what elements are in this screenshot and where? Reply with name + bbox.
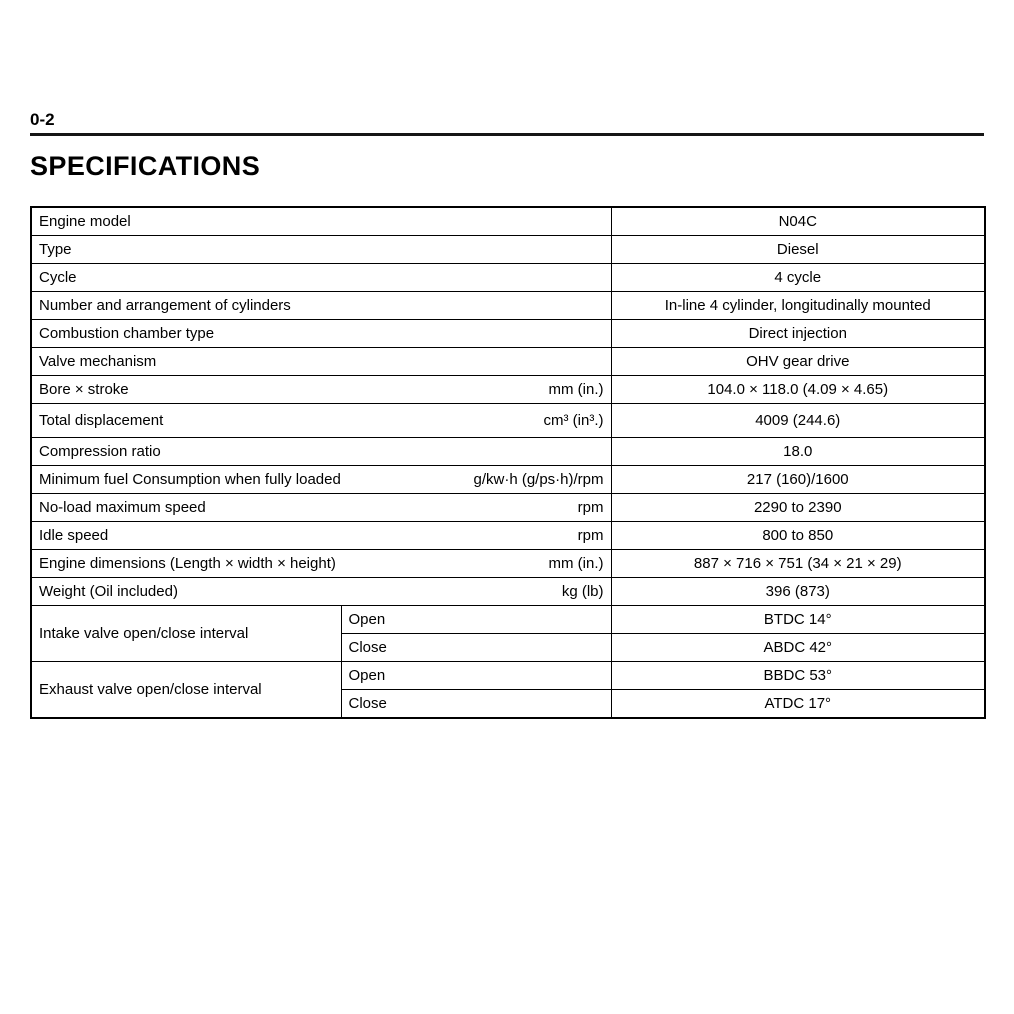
spec-value: 2290 to 2390 (611, 494, 985, 522)
spec-value: 800 to 850 (611, 522, 985, 550)
spec-label: Number and arrangement of cylinders (39, 296, 291, 314)
table-row (31, 438, 985, 466)
spec-unit: mm (in.) (548, 380, 604, 398)
spec-label: Valve mechanism (39, 352, 157, 370)
spec-value: 4009 (244.6) (611, 404, 985, 438)
table-row (31, 404, 985, 438)
spec-unit: rpm (577, 498, 604, 516)
spec-label: Type (39, 240, 72, 258)
spec-value: Diesel (611, 236, 985, 264)
spec-value: 217 (160)/1600 (611, 466, 985, 494)
subrow-label: Close (341, 634, 611, 662)
spec-label: Compression ratio (39, 442, 161, 460)
spec-unit: kg (lb) (561, 582, 604, 600)
spec-value: OHV gear drive (611, 348, 985, 376)
page-number: 0-2 (30, 110, 55, 129)
spec-label: Cycle (39, 268, 77, 286)
spec-value: BBDC 53° (611, 662, 985, 690)
spec-value: 396 (873) (611, 578, 985, 606)
table-row (31, 662, 985, 690)
spec-label: Idle speed (39, 526, 109, 544)
spec-value: N04C (611, 207, 985, 236)
table-row (31, 578, 985, 606)
spec-unit: g/kw·h (g/ps·h)/rpm (473, 470, 604, 488)
table-row (31, 606, 985, 634)
spec-unit: mm (in.) (548, 554, 604, 572)
spec-label: Total displacement (39, 411, 164, 429)
spec-label: Weight (Oil included) (39, 582, 178, 600)
table-row (31, 264, 985, 292)
table-row (31, 466, 985, 494)
table-row (31, 348, 985, 376)
spec-label: Engine dimensions (Length × width × height) (39, 554, 336, 572)
table-row (31, 522, 985, 550)
group-label: Exhaust valve open/close interval (31, 662, 341, 719)
spec-value: 4 cycle (611, 264, 985, 292)
header-rule (30, 133, 984, 136)
table-row (31, 550, 985, 578)
group-label: Intake valve open/close interval (31, 606, 341, 662)
spec-label: Minimum fuel Consumption when fully loaded (39, 470, 341, 488)
spec-unit: rpm (577, 526, 604, 544)
spec-label: Bore × stroke (39, 380, 129, 398)
table-row (31, 292, 985, 320)
spec-value: 104.0 × 118.0 (4.09 × 4.65) (611, 376, 985, 404)
spec-label: Combustion chamber type (39, 324, 215, 342)
specifications-table (30, 206, 986, 719)
spec-value: BTDC 14° (611, 606, 985, 634)
spec-value: 887 × 716 × 751 (34 × 21 × 29) (611, 550, 985, 578)
spec-value: Direct injection (611, 320, 985, 348)
spec-value: ATDC 17° (611, 690, 985, 719)
subrow-label: Open (341, 662, 611, 690)
subrow-label: Close (341, 690, 611, 719)
spec-unit: cm³ (in³.) (543, 411, 604, 429)
table-row (31, 494, 985, 522)
table-row (31, 376, 985, 404)
spec-value: ABDC 42° (611, 634, 985, 662)
table-row (31, 320, 985, 348)
spec-label: Engine model (39, 212, 131, 230)
table-row (31, 207, 985, 236)
table-row (31, 236, 985, 264)
page-title: SPECIFICATIONS (30, 151, 261, 182)
spec-value: In-line 4 cylinder, longitudinally mounted (611, 292, 985, 320)
spec-label: No-load maximum speed (39, 498, 206, 516)
subrow-label: Open (341, 606, 611, 634)
spec-value: 18.0 (611, 438, 985, 466)
